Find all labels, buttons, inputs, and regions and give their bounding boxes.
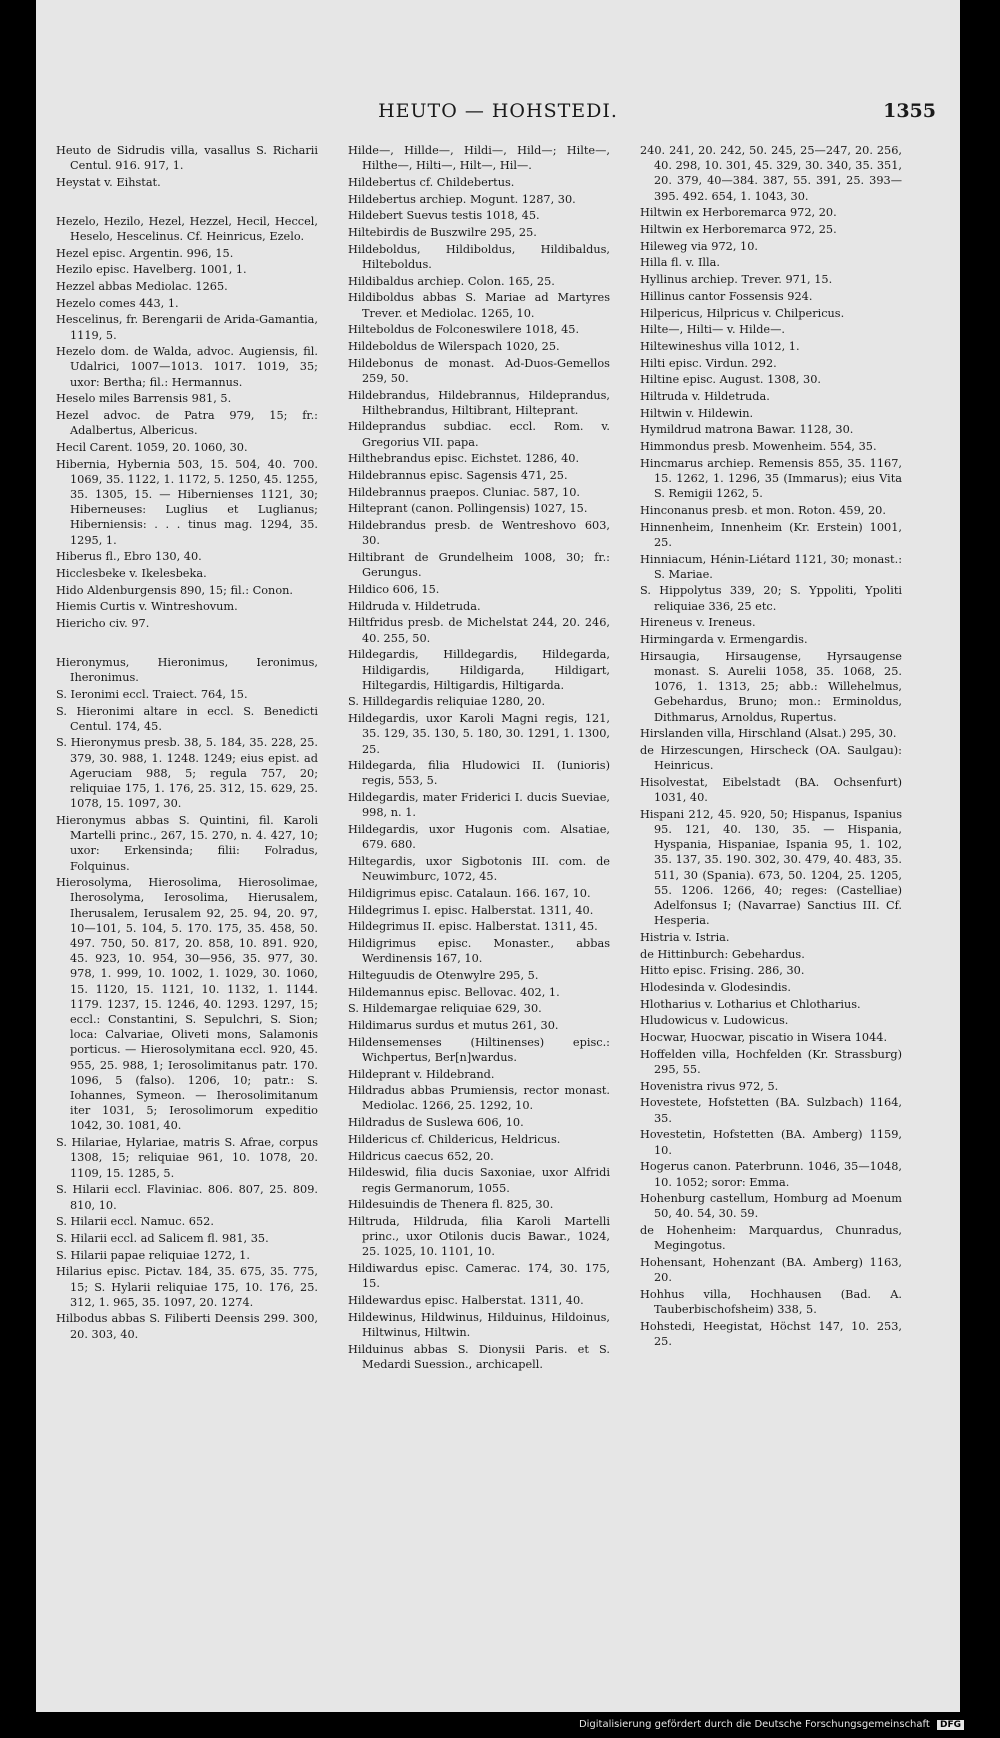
index-entry: S. Hilldegardis reliquiae 1280, 20.: [348, 695, 546, 709]
index-entry: de Hittinburch: Gebehardus.: [640, 947, 805, 961]
index-entry: Hilthebrandus episc. Eichstet. 1286, 40.: [348, 452, 580, 466]
index-entry: Hezelo comes 443, 1.: [56, 296, 179, 310]
index-entry: Heuto de Sidrudis villa, vasallus S. Richarii Centul. 916. 917, 1.: [56, 144, 318, 173]
index-entry: Hohenburg castellum, Homburg ad Moenum 50, 40. 54, 30. 59.: [640, 1192, 902, 1221]
page-header: [36, 100, 960, 132]
index-entry: Hildegardis, uxor Hugonis com. Alsatiae, 679. 680.: [348, 823, 610, 852]
index-entry: Hildegrimus I. episc. Halberstat. 1311, 40.: [348, 903, 594, 917]
index-entry: Hymildrud matrona Bawar. 1128, 30.: [640, 423, 854, 437]
index-entry: Hildeboldus, Hildiboldus, Hildibaldus, Hilteboldus.: [348, 242, 610, 271]
index-entry: Hludowicus v. Ludowicus.: [640, 1014, 789, 1028]
page-sheet: [36, 0, 960, 1712]
index-entry: Hlotharius v. Lotharius et Chlotharius.: [640, 997, 861, 1011]
index-entry: S. Ieronimi eccl. Traiect. 764, 15.: [56, 687, 248, 701]
index-entry: Hovestete, Hofstetten (BA. Sulzbach) 1164, 35.: [640, 1096, 902, 1125]
index-entry: Hildricus caecus 652, 20.: [348, 1149, 494, 1163]
index-entry: Hildeprandus subdiac. eccl. Rom. v. Gregorius VII. papa.: [348, 420, 610, 449]
index-entry: Hinconanus presb. et mon. Roton. 459, 20.: [640, 503, 886, 517]
entry-gap: [56, 633, 318, 655]
index-entry: S. Hilarii eccl. Flaviniac. 806. 807, 25. 809. 810, 10.: [56, 1183, 318, 1212]
index-entry: Hezel episc. Argentin. 996, 15.: [56, 246, 234, 260]
index-entry: Hiltebirdis de Buszwilre 295, 25.: [348, 226, 537, 240]
index-entry: Hovenistra rivus 972, 5.: [640, 1079, 779, 1093]
index-entry: Hilteguudis de Otenwylre 295, 5.: [348, 968, 539, 982]
index-entry: Hildewardus episc. Halberstat. 1311, 40.: [348, 1293, 584, 1307]
index-entry: Hyllinus archiep. Trever. 971, 15.: [640, 273, 833, 287]
index-entry: Hieronymus, Hieronimus, Ieronimus, Iheronimus.: [56, 655, 318, 685]
index-entry: Hohensant, Hohenzant (BA. Amberg) 1163, 20.: [640, 1256, 902, 1285]
index-entry: Hiberus fl., Ebro 130, 40.: [56, 550, 202, 564]
index-entry: de Hirzescungen, Hirscheck (OA. Saulgau): Heinricus.: [640, 744, 902, 773]
index-entry: Hezel advoc. de Patra 979, 15; fr.: Adalbertus, Albericus.: [56, 409, 318, 438]
index-entry: Hildegarda, filia Hludowici II. (Iunioris) regis, 553, 5.: [348, 759, 610, 788]
index-entry: Hirmingarda v. Ermengardis.: [640, 633, 808, 647]
index-entry: S. Hippolytus 339, 20; S. Yppoliti, Ypoliti reliquiae 336, 25 etc.: [640, 584, 902, 613]
index-entry: Hiemis Curtis v. Wintreshovum.: [56, 600, 238, 614]
index-entry: Hilti episc. Virdun. 292.: [640, 356, 777, 370]
index-entry: Histria v. Istria.: [640, 930, 730, 944]
index-entry: Hezelo dom. de Walda, advoc. Augiensis, fil. Udalrici, 1007—1013. 1017. 1019, 35; uxor: Bertha; fil.: Hermannus.: [56, 345, 318, 389]
index-entry: Hildigrimus episc. Catalaun. 166. 167, 10.: [348, 886, 591, 900]
index-entry: Hiltruda v. Hildetruda.: [640, 390, 770, 404]
index-column-1: [56, 143, 318, 1343]
footer-text: Digitalisierung gefördert durch die Deutsche Forschungsgemeinschaft: [578, 1719, 930, 1730]
index-column-3: [640, 143, 902, 1351]
index-entry: Heystat v. Eihstat.: [56, 175, 161, 189]
index-entry: Hildeprant v. Hildebrand.: [348, 1067, 495, 1081]
index-entry: Hildico 606, 15.: [348, 582, 440, 596]
index-entry: Hiltwin v. Hildewin.: [640, 406, 754, 420]
index-entry: Hitto episc. Frising. 286, 30.: [640, 964, 805, 978]
index-entry: Hiltwin ex Herboremarca 972, 20.: [640, 206, 837, 220]
index-entry: Hirslanden villa, Hirschland (Alsat.) 295, 30.: [640, 727, 897, 741]
index-entry: Hincmarus archiep. Remensis 855, 35. 1167, 15. 1262, 1. 1296, 35 (Immarus); eius Vita S. Remigii 1262, 5.: [640, 456, 902, 501]
index-entry: de Hohenheim: Marquardus, Chunradus, Megingotus.: [640, 1224, 902, 1253]
index-entry: Hilteprant (canon. Pollingensis) 1027, 15.: [348, 502, 588, 516]
index-entry: Hicclesbeke v. Ikelesbeka.: [56, 567, 207, 581]
index-entry: Hildemannus episc. Bellovac. 402, 1.: [348, 985, 560, 999]
index-entry: Hildebert Suevus testis 1018, 45.: [348, 209, 540, 223]
index-entry: Hezilo episc. Havelberg. 1001, 1.: [56, 263, 247, 277]
index-entry: Hisolvestat, Eibelstadt (BA. Ochsenfurt) 1031, 40.: [640, 775, 902, 805]
index-entry: Hilarius episc. Pictav. 184, 35. 675, 35. 775, 15; S. Hylarii reliquiae 175, 10. 176, 25. 312, 1. 965, 35. 1097, 20. 1274.: [56, 1265, 318, 1309]
index-entry: Hilla fl. v. Illa.: [640, 256, 720, 270]
index-entry: S. Hieronimi altare in eccl. S. Benedicti Centul. 174, 45.: [56, 704, 318, 733]
index-entry: Hilpericus, Hilpricus v. Chilpericus.: [640, 306, 845, 320]
index-entry: Hireneus v. Ireneus.: [640, 616, 756, 630]
index-entry: Hido Aldenburgensis 890, 15; fil.: Conon.: [56, 583, 293, 597]
index-entry: Hildegardis, uxor Karoli Magni regis, 121, 35. 129, 35. 130, 5. 180, 30. 1291, 1. 1300, 25.: [348, 712, 610, 756]
index-entry: Hildebrannus episc. Sagensis 471, 25.: [348, 469, 568, 483]
index-entry: Hirsaugia, Hirsaugense, Hyrsaugense monast. S. Aurelii 1058, 35. 1068, 25. 1076, 1. 1313, 25; abb.: Willehelmus, Gebehardus, Bruno; mon.: Erminoldus, Dithmarus, Arnoldus, Rupertus.: [640, 649, 902, 724]
index-entry: Hildigrimus episc. Monaster., abbas Werdinensis 167, 10.: [348, 936, 610, 966]
index-entry: Hinnenheim, Innenheim (Kr. Erstein) 1001, 25.: [640, 520, 902, 549]
index-entry: Hescelinus, fr. Berengarii de Arida-Gamantia, 1119, 5.: [56, 313, 318, 342]
index-entry: Hiltewineshus villa 1012, 1.: [640, 339, 800, 353]
index-entry: Hilduinus abbas S. Dionysii Paris. et S. Medardi Suession., archicapell.: [348, 1342, 610, 1371]
index-entry: Hildebonus de monast. Ad-Duos-Gemellos 259, 50.: [348, 356, 610, 385]
index-entry: Hoffelden villa, Hochfelden (Kr. Strassburg) 295, 55.: [640, 1047, 902, 1077]
index-entry: Hlodesinda v. Glodesindis.: [640, 981, 791, 995]
index-entry: S. Hildemargae reliquiae 629, 30.: [348, 1002, 542, 1016]
index-entry: Hocwar, Huocwar, piscatio in Wisera 1044.: [640, 1031, 888, 1045]
index-entry: Hildruda v. Hildetruda.: [348, 599, 481, 613]
index-entry: 240. 241, 20. 242, 50. 245, 25—247, 20. 256, 40. 298, 10. 301, 45. 329, 30. 340, 35. 351, 20. 379, 40—384. 387, 55. 391, 25. 393—395. 492. 654, 1. 1043, 30.: [640, 144, 902, 203]
index-entry: Hildiwardus episc. Camerac. 174, 30. 175, 15.: [348, 1262, 610, 1291]
index-entry: Hiltine episc. August. 1308, 30.: [640, 373, 821, 387]
index-entry: Heselo miles Barrensis 981, 5.: [56, 392, 232, 406]
index-entry: Hilbodus abbas S. Filiberti Deensis 299. 300, 20. 303, 40.: [56, 1312, 318, 1341]
index-entry: Hildebrannus praepos. Cluniac. 587, 10.: [348, 485, 581, 499]
index-entry: Hiericho civ. 97.: [56, 617, 150, 631]
index-entry: Hildradus abbas Prumiensis, rector monast. Mediolac. 1266, 25. 1292, 10.: [348, 1084, 610, 1113]
index-entry: S. Hilarii eccl. Namuc. 652.: [56, 1215, 214, 1229]
index-entry: Hildewinus, Hildwinus, Hilduinus, Hildoinus, Hiltwinus, Hiltwin.: [348, 1310, 610, 1339]
index-entry: Hildibaldus archiep. Colon. 165, 25.: [348, 274, 555, 288]
index-entry: S. Hieronymus presb. 38, 5. 184, 35. 228, 25. 379, 30. 988, 1. 1248. 1249; eius epist. ad Ageruciam 988, 5; regula 757, 20; reliquiae 175, 1. 176, 25. 312, 15. 629, 25. 1078, 15. 1097, 30.: [56, 736, 318, 811]
index-entry: Hildebrandus, Hildebrannus, Hildeprandus, Hilthebrandus, Hiltibrant, Hilteprant.: [348, 388, 610, 417]
dfg-logo: DFG: [937, 1720, 964, 1730]
index-entry: Hibernia, Hybernia 503, 15. 504, 40. 700. 1069, 35. 1122, 1. 1172, 5. 1250, 45. 1255, 35. 1305, 15. — Hibernienses 1121, 30; Hiberneuses: Luglius et Luglianus; Hiberniensis: . . . tinus mag. 1294, 35. 1295, 1.: [56, 457, 318, 547]
index-entry: Hildesuindis de Thenera fl. 825, 30.: [348, 1198, 554, 1212]
index-entry: Hezzel abbas Mediolac. 1265.: [56, 279, 228, 293]
index-entry: S. Hilariae, Hylariae, matris S. Afrae, corpus 1308, 15; reliquiae 961, 10. 1078, 20. 1109, 15. 1285, 5.: [56, 1136, 318, 1180]
index-entry: Himmondus presb. Mowenheim. 554, 35.: [640, 440, 877, 454]
index-entry: Hildegardis, Hilldegardis, Hildegarda, Hildigardis, Hildigarda, Hildigart, Hiltegardis, Hiltigardis, Hiltigarda.: [348, 648, 610, 692]
index-entry: Hiltwin ex Herboremarca 972, 25.: [640, 223, 837, 237]
index-entry: Hildensemenses (Hiltinenses) episc.: Wichpertus, Ber[n]wardus.: [348, 1035, 610, 1064]
index-entry: Hildiboldus abbas S. Mariae ad Martyres Trever. et Mediolac. 1265, 10.: [348, 291, 610, 320]
funding-footer: [579, 1719, 964, 1730]
index-entry: Hildegardis, mater Friderici I. ducis Sueviae, 998, n. 1.: [348, 791, 610, 820]
index-entry: Hiltfridus presb. de Michelstat 244, 20. 246, 40. 255, 50.: [348, 616, 610, 645]
index-entry: Hiltibrant de Grundelheim 1008, 30; fr.: Gerungus.: [348, 551, 610, 580]
index-entry: Hildebrandus presb. de Wentreshovo 603, 30.: [348, 519, 610, 548]
index-entry: Hildebertus cf. Childebertus.: [348, 175, 515, 189]
index-entry: Hildradus de Suslewa 606, 10.: [348, 1116, 524, 1130]
entry-gap: [56, 192, 318, 214]
page-number: 1355: [883, 100, 936, 122]
index-entry: Hildimarus surdus et mutus 261, 30.: [348, 1018, 559, 1032]
index-entry: Hovestetin, Hofstetten (BA. Amberg) 1159, 10.: [640, 1128, 902, 1157]
index-entry: Hilte—, Hilti— v. Hilde—.: [640, 323, 786, 337]
index-entry: Hispani 212, 45. 920, 50; Hispanus, Ispanius 95. 121, 40. 130, 35. — Hispania, Hyspania, Hispaniae, Ispania 95, 1. 102, 35. 137, 35. 190. 302, 30. 479, 40. 483, 35. 511, 30 (Spania). 673, 50. 1204, 25. 1205, 55. 1206. 1266, 40; reges: (Castelliae) Adelfonsus I; (Navarrae) Sanctius III. Cf. Hesperia.: [640, 807, 902, 928]
index-entry: Hilde—, Hillde—, Hildi—, Hild—; Hilte—, Hilthe—, Hilti—, Hilt—, Hil—.: [348, 144, 610, 173]
index-entry: Hildeboldus de Wilerspach 1020, 25.: [348, 339, 560, 353]
index-entry: Hildericus cf. Childericus, Heldricus.: [348, 1132, 561, 1146]
index-entry: Hildebertus archiep. Mogunt. 1287, 30.: [348, 192, 576, 206]
index-entry: Hillinus cantor Fossensis 924.: [640, 289, 813, 303]
index-entry: Hieronymus abbas S. Quintini, fil. Karoli Martelli princ., 267, 15. 270, n. 4. 427, 10; uxor: Erkensinda; filii: Folradus, Folquinus.: [56, 813, 318, 873]
index-column-2: [348, 143, 610, 1373]
index-entry: Hecil Carent. 1059, 20. 1060, 30.: [56, 440, 248, 454]
index-entry: Hinniacum, Hénin-Liétard 1121, 30; monast.: S. Mariae.: [640, 552, 902, 581]
index-entry: Hogerus canon. Paterbrunn. 1046, 35—1048, 10. 1052; soror: Emma.: [640, 1160, 902, 1189]
index-entry: Hilteboldus de Folconeswilere 1018, 45.: [348, 323, 580, 337]
index-entry: S. Hilarii eccl. ad Salicem fl. 981, 35.: [56, 1231, 269, 1245]
index-entry: Hiltruda, Hildruda, filia Karoli Martelli princ., uxor Otilonis ducis Bawar., 1024, 25. 1025, 10. 1101, 10.: [348, 1214, 610, 1259]
index-entry: Hohhus villa, Hochhausen (Bad. A. Tauberbischofsheim) 338, 5.: [640, 1287, 902, 1317]
index-entry: Hileweg via 972, 10.: [640, 239, 758, 253]
index-entry: S. Hilarii papae reliquiae 1272, 1.: [56, 1248, 250, 1262]
index-entry: Hierosolyma, Hierosolima, Hierosolimae, Iherosolyma, Ierosolima, Hierusalem, Iherusalem, Ierusalem 92, 25. 94, 20. 97, 10—101, 5. 104, 5. 170. 175, 35. 458, 50. 497. 750, 50. 817, 20. 858, 10. 891. 920, 45. 923, 10. 954, 30—956, 35. 977, 30. 978, 1. 999, 10. 1002, 1. 1029, 30. 1060, 15. 1120, 15. 1121, 10. 1132, 1. 1144. 1179. 1237, 15. 1246, 40. 1293. 1297, 15; eccl.: Constantini, S. Sepulchri, S. Sion; loca: Calvariae, Oliveti mons, Salamonis porticus. — Hierosolymitana eccl. 920, 45. 955, 25. 988, 1; Ierosolimitanus patr. 170. 1096, 5 (falso). 1206, 10; patr.: S. Iohannes, Symeon. — Iherosolimitanum iter 1031, 5; Ierosolimorum expeditio 1042, 30. 1081, 40.: [56, 876, 318, 1133]
index-entry: Hildeswid, filia ducis Saxoniae, uxor Alfridi regis Germanorum, 1055.: [348, 1166, 610, 1195]
running-head: HEUTO — HOHSTEDI.: [378, 100, 618, 122]
index-entry: Hildegrimus II. episc. Halberstat. 1311, 45.: [348, 920, 598, 934]
index-entry: Hiltegardis, uxor Sigbotonis III. com. de Neuwimburc, 1072, 45.: [348, 854, 610, 884]
index-entry: Hohstedi, Heegistat, Höchst 147, 10. 253, 25.: [640, 1319, 902, 1349]
index-entry: Hezelo, Hezilo, Hezel, Hezzel, Hecil, Heccel, Heselo, Hescelinus. Cf. Heinricus, Ezelo.: [56, 214, 318, 243]
